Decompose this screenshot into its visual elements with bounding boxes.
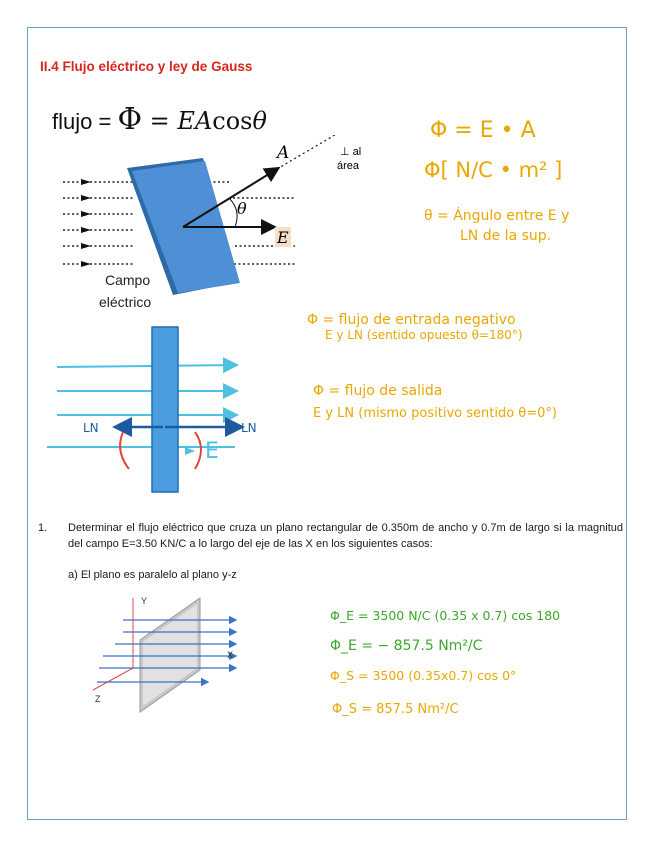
theta-label: θ [237, 199, 247, 218]
solution-outgoing-setup: Φ_S = 3500 (0.35x0.7) cos 0° [330, 668, 517, 683]
ln-right-label: LN [241, 421, 257, 435]
perp-label-2: área [337, 160, 360, 172]
flux-plate-diagram [55, 135, 385, 320]
formula-phi: Φ [117, 102, 143, 137]
campo-label-2: eléctrico [99, 294, 152, 310]
axis-x-label: X [227, 650, 234, 660]
note-outgoing-direction: E y LN (mismo positivo sentido θ=0°) [313, 406, 557, 421]
campo-label-1: Campo [105, 272, 151, 288]
formula-rhs: EA [177, 107, 213, 135]
note-flux-dot-product: Φ = E • A [430, 118, 536, 143]
formula-equals: = [142, 107, 178, 135]
perp-label-1: ⊥ al [340, 146, 362, 158]
axis-y-label: Y [141, 596, 148, 606]
solution-incoming-result: Φ_E = − 857.5 Nm²/C [330, 638, 483, 654]
vector-a-label: A [277, 143, 290, 163]
note-incoming-direction: E y LN (sentido opuesto θ=180°) [325, 328, 523, 342]
problem-text: Determinar el flujo eléctrico que cruza un plano rectangular de 0.350m de ancho y 0.7m de largo si la magnitud del campo E=3.50 KN/C a lo largo del eje de las X en los siguientes casos: [68, 522, 623, 550]
problem-number: 1. [38, 522, 48, 534]
formula-theta: θ [252, 107, 267, 135]
axis-z-label: Z [95, 694, 101, 704]
flux-formula [52, 102, 267, 137]
formula-lead: flujo = [52, 109, 118, 134]
note-flux-units: Φ[ N/C • m² ] [424, 158, 563, 182]
solution-incoming-setup: Φ_E = 3500 N/C (0.35 x 0.7) cos 180 [330, 608, 561, 623]
field-e-label: E [205, 439, 219, 464]
note-incoming-flux: Φ = flujo de entrada negativo [307, 312, 516, 328]
note-theta-definition: θ = Ángulo entre E y [424, 208, 570, 224]
problem-item-a: a) El plano es paralelo al plano y-z [68, 569, 237, 581]
vector-e-label: E [277, 228, 289, 247]
ln-left-label: LN [83, 421, 99, 435]
section-title: II.4 Flujo eléctrico y ley de Gauss [40, 59, 253, 74]
formula-cos: cos [212, 107, 253, 135]
yz-plane-diagram [85, 590, 250, 715]
slab-normals-diagram [35, 325, 275, 495]
solution-outgoing-result: Φ_S = 857.5 Nm²/C [332, 702, 459, 717]
note-outgoing-flux: Φ = flujo de salida [313, 383, 443, 399]
note-theta-definition-2: LN de la sup. [460, 228, 552, 244]
